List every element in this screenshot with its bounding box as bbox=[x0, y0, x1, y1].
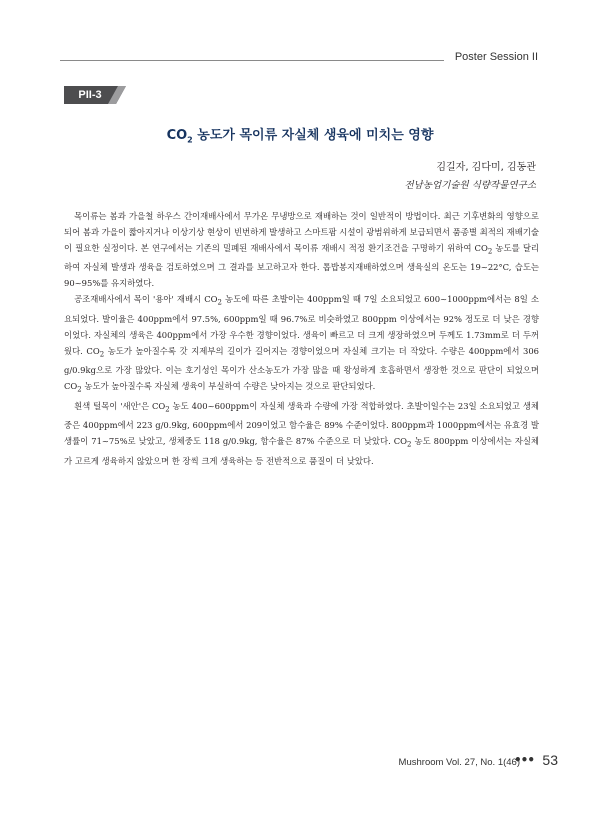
p3-text-2: 농도 400~600ppm이 자실체 생육과 수량에 가장 적합하였다. 초발이일수는 23일 소요되었고 생체중은 400ppm에서 223 g/0.9kg, 600ppm에서 209이었고 함수율은 89% 수준이었다. 800ppm과 1000ppm에서는 유효경 발생률이 71~75%로 낮았고, 생체중도 118 g/0.9kg, 함수율은 87% 수준으로 더 낮았다. CO bbox=[64, 400, 539, 447]
session-tag bbox=[64, 86, 126, 104]
title-subscript: 2 bbox=[187, 135, 193, 145]
p2-text-4: 농도가 높아질수록 자실체 생육이 부실하여 수량은 낮아지는 것으로 판단되었다. bbox=[81, 381, 376, 392]
p1-text-2: 농도를 달리하여 자실체 발생과 생육을 검토하였으며 그 결과를 보고하고자 한다. 톱밥봉지재배하였으며 생육실의 온도는 19~22°C, 습도는 90~95%를 유지하였다. bbox=[64, 242, 539, 289]
paragraph-3 bbox=[64, 399, 539, 470]
p2-text-3: 농도가 높아질수록 갓 지제부의 길이가 길어지는 경향이었으며 자실체 크기는 더 작았다. 수량은 400ppm에서 306 g/0.9kg으로 가장 많았다. 이는 호기성인 목이가 산소농도가 가장 많을 때 왕성하게 호흡하면서 생장한 것으로 판단이 되었으며 CO bbox=[64, 345, 540, 392]
paragraph-1 bbox=[64, 209, 539, 292]
p2-sub-1: 2 bbox=[217, 298, 222, 307]
abstract-body bbox=[64, 209, 539, 470]
p2-sub-2: 2 bbox=[99, 350, 105, 359]
title-text-co: CO bbox=[166, 128, 188, 143]
p2-sub-3: 2 bbox=[77, 385, 82, 394]
p1-sub-1: 2 bbox=[487, 247, 493, 256]
session-tag-label: PII-3 bbox=[78, 89, 102, 101]
header-rule bbox=[60, 60, 444, 61]
section-header: Poster Session II bbox=[454, 51, 538, 63]
p3-text-1: 흰색 털목이 '새안'은 CO bbox=[74, 400, 166, 411]
p3-text-3: 농도 800ppm 이상에서는 자실체가 고르게 생육하지 않았으며 한 장씩 크게 생육하는 등 전반적으로 품질이 더 낮았다. bbox=[64, 436, 540, 466]
p1-text-1: 목이류는 봄과 가을철 하우스 간이재배사에서 무가온 무냉방으로 재배하는 것이 일반적이 방법이다. 최근 기후변화의 영향으로 되어 봄과 가을이 짧아지거나 이상기상 현상이 빈번하게 발생하고 스마트팜 시설이 광범위하게 보급되면서 품종별 최적의 재배기술이 필요한 실정이다. 본 연구에서는 기존의 밀폐된 재배사에서 목이류 재배시 적정 환기조건을 구명하기 위하여 CO bbox=[64, 211, 539, 253]
title-text-rest: 농도가 목이류 자실체 생육에 미치는 영향 bbox=[192, 128, 434, 143]
authors: 김길자, 김다미, 김동관 bbox=[436, 162, 536, 173]
paper-title bbox=[0, 124, 600, 145]
p2-text-2: 농도에 따른 초발이는 400ppm일 때 7일 소요되었고 600~1000ppm에서는 8일 소요되었다. 발이율은 400ppm에서 97.5%, 600ppm일 때 96.7%로 비슷하였고 800ppm 이상에서는 92% 정도로 더 낮은 경향이었다. 자실체의 생육은 400ppm에서 가장 우수한 경향이었다. 생육이 빠르고 더 크게 생장하였으며 두께도 1.73mm로 더 두꺼웠다. CO bbox=[64, 294, 539, 356]
paragraph-2 bbox=[64, 292, 539, 398]
p2-text-1: 공조재배사에서 목이 '용아' 재배시 CO bbox=[74, 294, 218, 305]
affiliation: 전남농업기술원 식량작물연구소 bbox=[404, 180, 536, 191]
journal-citation: Mushroom Vol. 27, No. 1(46) bbox=[398, 757, 520, 768]
p3-sub-1: 2 bbox=[165, 405, 170, 414]
page-number: 53 bbox=[542, 752, 558, 768]
footer-dots: ••• bbox=[513, 753, 534, 767]
p3-sub-2: 2 bbox=[407, 440, 412, 449]
